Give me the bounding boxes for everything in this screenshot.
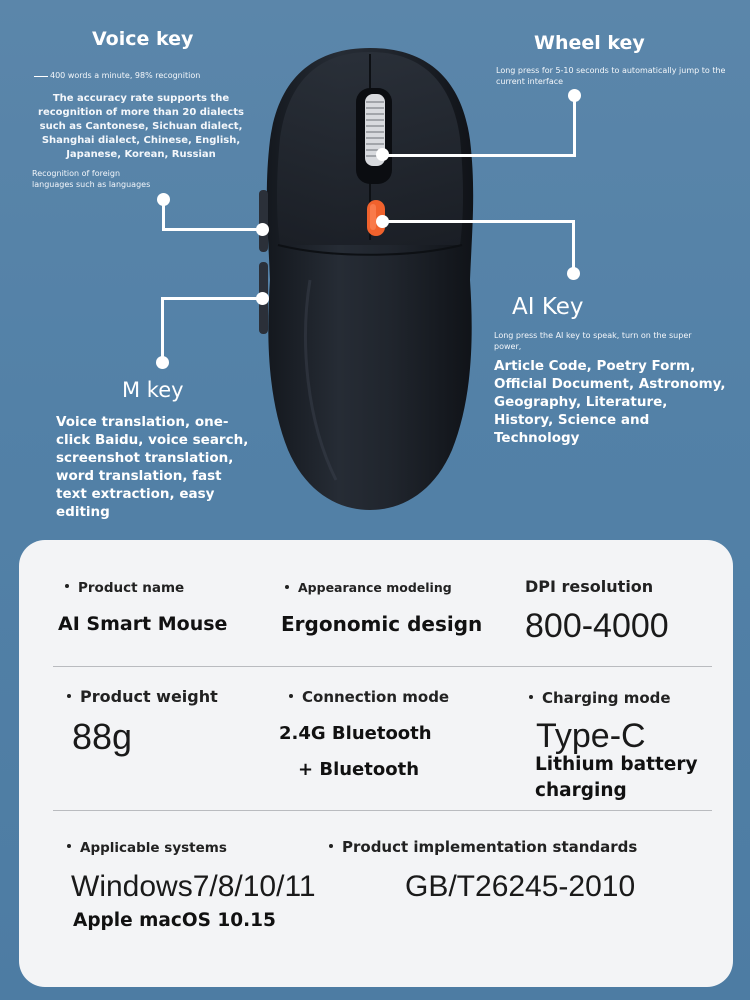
spec-divider [53, 666, 712, 667]
m-key-anchor-dot [256, 292, 269, 305]
bullet-icon [65, 584, 69, 588]
wheel-key-callout-line-h [382, 154, 576, 157]
wheel-key-description: Long press for 5-10 seconds to automatically jump to the current interface [496, 66, 726, 86]
voice-key-title: Voice key [92, 28, 194, 50]
spec-label-weight [67, 687, 218, 706]
bullet-icon [67, 694, 71, 698]
spec-label-systems-text: Applicable systems [80, 840, 227, 856]
voice-key-line1: 400 words a minute, 98% recognition [50, 71, 201, 80]
wheel-key-title: Wheel key [534, 32, 645, 54]
spec-label-connection [289, 688, 449, 706]
wheel-key-callout-line [573, 95, 576, 157]
m-key-title: M key [122, 378, 184, 402]
bullet-icon [529, 695, 533, 699]
spec-value-charging-type: Type-C [536, 717, 646, 755]
voice-key-callout-line-h [162, 228, 262, 231]
ai-key-features: Article Code, Poetry Form, Official Document, Astronomy, Geography, Literature, History, Science and Technology [494, 358, 726, 446]
m-key-description: Voice translation, one-click Baidu, voice search, screenshot translation, word translation, fast text extraction, easy editing [56, 414, 249, 520]
spec-value-dpi: 800-4000 [525, 607, 669, 645]
voice-key-callout-line [162, 199, 165, 230]
spec-value-systems-1: Windows7/8/10/11 [71, 870, 316, 903]
spec-label-standards-text: Product implementation standards [342, 838, 638, 856]
spec-value-connection-2: + Bluetooth [298, 759, 420, 780]
bullet-icon [329, 844, 333, 848]
voice-key-description: The accuracy rate supports the recognition of more than 20 dialects such as Cantonese, Sichuan dialect, Shanghai dialect, Chinese, English, Japanese, Korean, Russian [38, 93, 244, 160]
spec-label-appearance-text: Appearance modeling [298, 580, 452, 595]
ai-key-callout-line [572, 222, 575, 272]
m-key-callout-line-h [161, 297, 261, 300]
voice-key-anchor-dot [256, 223, 269, 236]
ai-key-anchor-dot [376, 215, 389, 228]
spec-label-weight-text: Product weight [80, 687, 218, 706]
spec-value-systems-2: Apple macOS 10.15 [73, 910, 276, 931]
spec-label-systems [67, 840, 227, 856]
spec-label-appearance [285, 580, 452, 595]
bullet-icon [67, 844, 71, 848]
ai-key-callout-line-h [382, 220, 575, 223]
spec-value-standards: GB/T26245-2010 [405, 870, 636, 903]
spec-card [19, 540, 733, 987]
ai-key-description: Long press the AI key to speak, turn on the super power, [494, 331, 692, 351]
m-key-callout-line [161, 297, 164, 360]
spec-label-product-name [65, 580, 184, 596]
voice-key-note: Recognition of foreign languages such as languages [32, 169, 151, 189]
spec-value-appearance: Ergonomic design [281, 612, 483, 636]
spec-label-charging [529, 689, 671, 707]
spec-label-standards [329, 838, 637, 856]
spec-value-charging-desc: Lithium battery charging [535, 754, 698, 801]
ai-key-title: AI Key [512, 294, 584, 320]
mouse-illustration [240, 40, 500, 520]
spec-label-dpi: DPI resolution [525, 577, 654, 596]
spec-value-connection-1: 2.4G Bluetooth [279, 723, 432, 744]
spec-label-connection-text: Connection mode [302, 688, 450, 706]
spec-value-weight: 88g [72, 716, 133, 757]
spec-label-charging-text: Charging mode [542, 689, 671, 707]
spec-value-product-name: AI Smart Mouse [58, 613, 228, 635]
spec-label-product-name-text: Product name [78, 580, 185, 596]
wheel-key-anchor-dot [376, 148, 389, 161]
bullet-icon [285, 585, 289, 589]
spec-divider [53, 810, 712, 811]
bullet-icon [289, 694, 293, 698]
voice-key-line1-dash [34, 76, 48, 77]
